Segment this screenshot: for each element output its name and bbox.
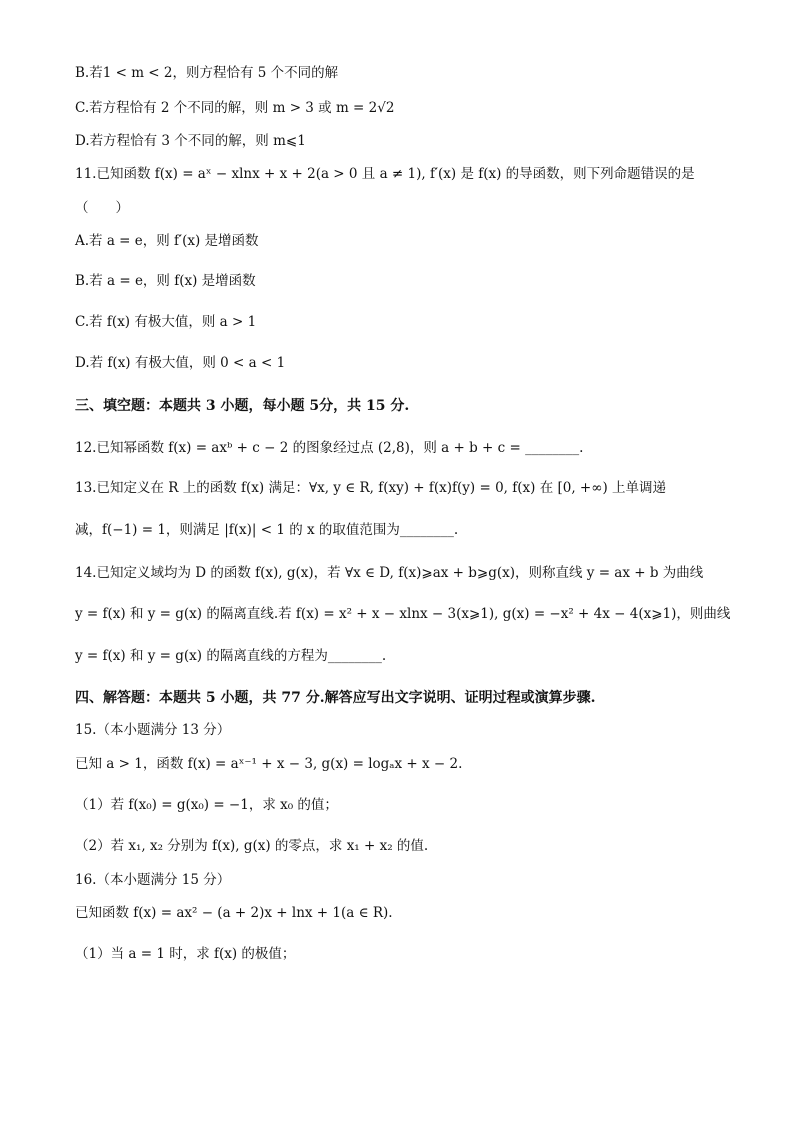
question-13-line1: 13.已知定义在 R 上的函数 f(x) 满足：∀x, y ∈ R, f(xy) + f(x)f(y) = 0, f(x) 在 [0, +∞) 上单调递 [75,480,667,496]
section-4-heading: 四、解答题：本题共 5 小题，共 77 分.解答应写出文字说明、证明过程或演算步骤. [75,690,596,706]
question-15-stem: 已知 a > 1，函数 f(x) = aˣ⁻¹ + x − 3, g(x) = logₐx + x − 2. [75,756,463,772]
question-11-stem: 11.已知函数 f(x) = aˣ − xlnx + x + 2(a > 0 且 a ≠ 1), f′(x) 是 f(x) 的导函数，则下列命题错误的是 [75,166,695,182]
question-15-part1: （1）若 f(x₀) = g(x₀) = −1，求 x₀ 的值； [75,797,338,813]
question-14-line1: 14.已知定义域均为 D 的函数 f(x), g(x)，若 ∀x ∈ D, f(x)⩾ax + b⩾g(x)，则称直线 y = ax + b 为曲线 [75,565,704,581]
question-15-title: 15.（本小题满分 13 分） [75,722,231,738]
section-3-heading: 三、填空题：本题共 3 小题，每小题 5分，共 15 分. [75,398,410,414]
question-13-line2: 减，f(−1) = 1，则满足 |f(x)| < 1 的 x 的取值范围为________. [75,522,459,538]
option-10d: D.若方程恰有 3 个不同的解，则 m⩽1 [75,133,306,149]
option-11a: A.若 a = e，则 f′(x) 是增函数 [75,233,259,249]
question-12: 12.已知幂函数 f(x) = axᵇ + c − 2 的图象经过点 (2,8)，则 a + b + c = ________. [75,440,584,456]
question-16-part1: （1）当 a = 1 时，求 f(x) 的极值； [75,946,296,962]
question-14-line3: y = f(x) 和 y = g(x) 的隔离直线的方程为________. [75,648,387,664]
question-15-part2: （2）若 x₁, x₂ 分别为 f(x), g(x) 的零点，求 x₁ + x₂ 的值. [75,838,429,854]
option-11d: D.若 f(x) 有极大值，则 0 < a < 1 [75,355,286,371]
question-16-title: 16.（本小题满分 15 分） [75,872,231,888]
option-10c: C.若方程恰有 2 个不同的解，则 m > 3 或 m = 2√2 [75,100,395,116]
question-14-line2: y = f(x) 和 y = g(x) 的隔离直线.若 f(x) = x² + x − xlnx − 3(x⩾1), g(x) = −x² + 4x − 4(x⩾1)，则曲线 [75,606,731,622]
option-10b: B.若1 < m < 2，则方程恰有 5 个不同的解 [75,65,339,81]
question-16-stem: 已知函数 f(x) = ax² − (a + 2)x + lnx + 1(a ∈ R). [75,905,393,921]
option-11c: C.若 f(x) 有极大值，则 a > 1 [75,314,257,330]
option-11b: B.若 a = e，则 f(x) 是增函数 [75,273,256,289]
question-11-bracket: （ ） [75,200,129,216]
